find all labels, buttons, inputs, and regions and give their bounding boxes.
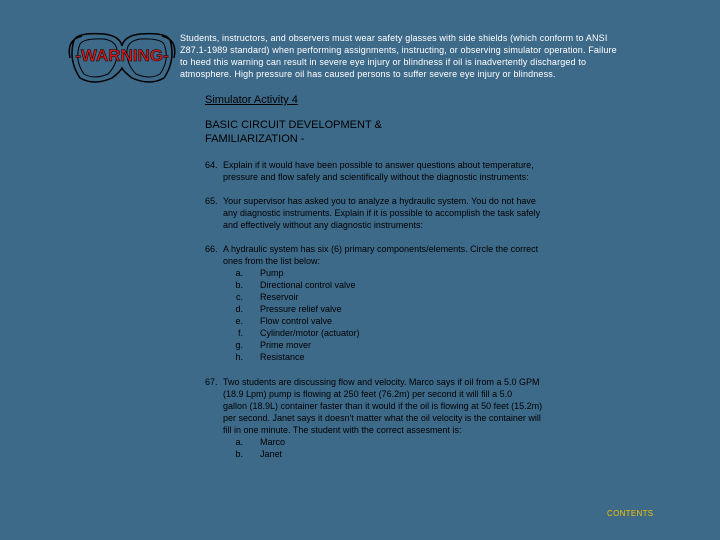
section-title: BASIC CIRCUIT DEVELOPMENT & FAMILIARIZATION - [205, 119, 382, 145]
question-64 [205, 159, 585, 183]
option-item [205, 436, 585, 448]
option-letter: a. [235, 268, 243, 278]
contents-link[interactable]: CONTENTS [607, 509, 654, 518]
question-line: and effectively without any diagnostic instruments: [223, 220, 423, 230]
question-number: 67. [205, 377, 218, 387]
option-letter: h. [235, 352, 243, 362]
option-text: Resistance [260, 352, 305, 362]
option-letter: a. [235, 437, 243, 447]
warning-logo-text: -WARNING- [75, 46, 169, 65]
option-text: Pressure relief valve [260, 304, 342, 314]
question-67 [205, 376, 585, 460]
activity-title: Simulator Activity 4 [205, 94, 298, 106]
question-number: 64. [205, 160, 218, 170]
question-line: any diagnostic instruments. Explain if it is possible to accomplish the task safely [223, 208, 541, 218]
option-item [205, 351, 585, 363]
option-item [205, 327, 585, 339]
question-line: pressure and flow safely and scientifically without the diagnostic instruments: [223, 172, 529, 182]
question-line: (18.9 Lpm) pump is flowing at 250 feet (76.2m) per second it will fill a 5.0 [223, 389, 513, 399]
option-letter: g. [235, 340, 243, 350]
option-text: Pump [260, 268, 284, 278]
option-item [205, 267, 585, 279]
question-number: 66. [205, 244, 218, 254]
option-text: Janet [260, 449, 283, 459]
option-item [205, 448, 585, 460]
question-line: per second. Janet says it doesn't matter what the oil velocity is the container will [223, 413, 541, 423]
warning-line: atmosphere. High pressure oil has caused persons to suffer severe eye injury or blindness. [180, 69, 556, 79]
option-item [205, 279, 585, 291]
option-item [205, 315, 585, 327]
question-line: A hydraulic system has six (6) primary components/elements. Circle the correct [223, 244, 539, 254]
question-line: gallon (18.9L) container faster than it would if the oil is flowing at 50 feet (15.2m) [223, 401, 543, 411]
option-text: Directional control valve [260, 280, 356, 290]
question-line: ones from the list below: [223, 256, 321, 266]
question-number: 65. [205, 196, 218, 206]
question-line: Explain if it would have been possible to answer questions about temperature, [223, 160, 534, 170]
question-line: fill in one minute. The student with the correct assesment is: [223, 425, 462, 435]
question-line: Your supervisor has asked you to analyze a hydraulic system. You do not have [223, 196, 536, 206]
option-letter: f. [237, 328, 243, 338]
option-letter: d. [235, 304, 243, 314]
question-line: Two students are discussing flow and velocity. Marco says if oil from a 5.0 GPM [223, 377, 540, 387]
option-text: Prime mover [260, 340, 312, 350]
question-66 [205, 243, 585, 363]
option-item [205, 303, 585, 315]
option-letter: e. [235, 316, 243, 326]
warning-text [180, 32, 672, 80]
option-letter: b. [235, 449, 243, 459]
option-text: Cylinder/motor (actuator) [260, 328, 360, 338]
question-65 [205, 195, 585, 231]
warning-line: Z87.1-1989 standard) when performing assignments, instructing, or observing simulator operation. Failure [180, 45, 617, 55]
option-text: Marco [260, 437, 286, 447]
option-letter: b. [235, 280, 243, 290]
option-text: Reservoir [260, 292, 299, 302]
warning-line: to heed this warning can result in severe eye injury or blindness if oil is inadvertently discharged to [180, 57, 587, 67]
warning-line: Students, instructors, and observers must wear safety glasses with side shields (which conform to ANSI [180, 33, 608, 43]
option-letter: c. [235, 292, 243, 302]
warning-goggles-icon [64, 28, 180, 88]
option-item [205, 339, 585, 351]
option-text: Flow control valve [260, 316, 333, 326]
option-item [205, 291, 585, 303]
